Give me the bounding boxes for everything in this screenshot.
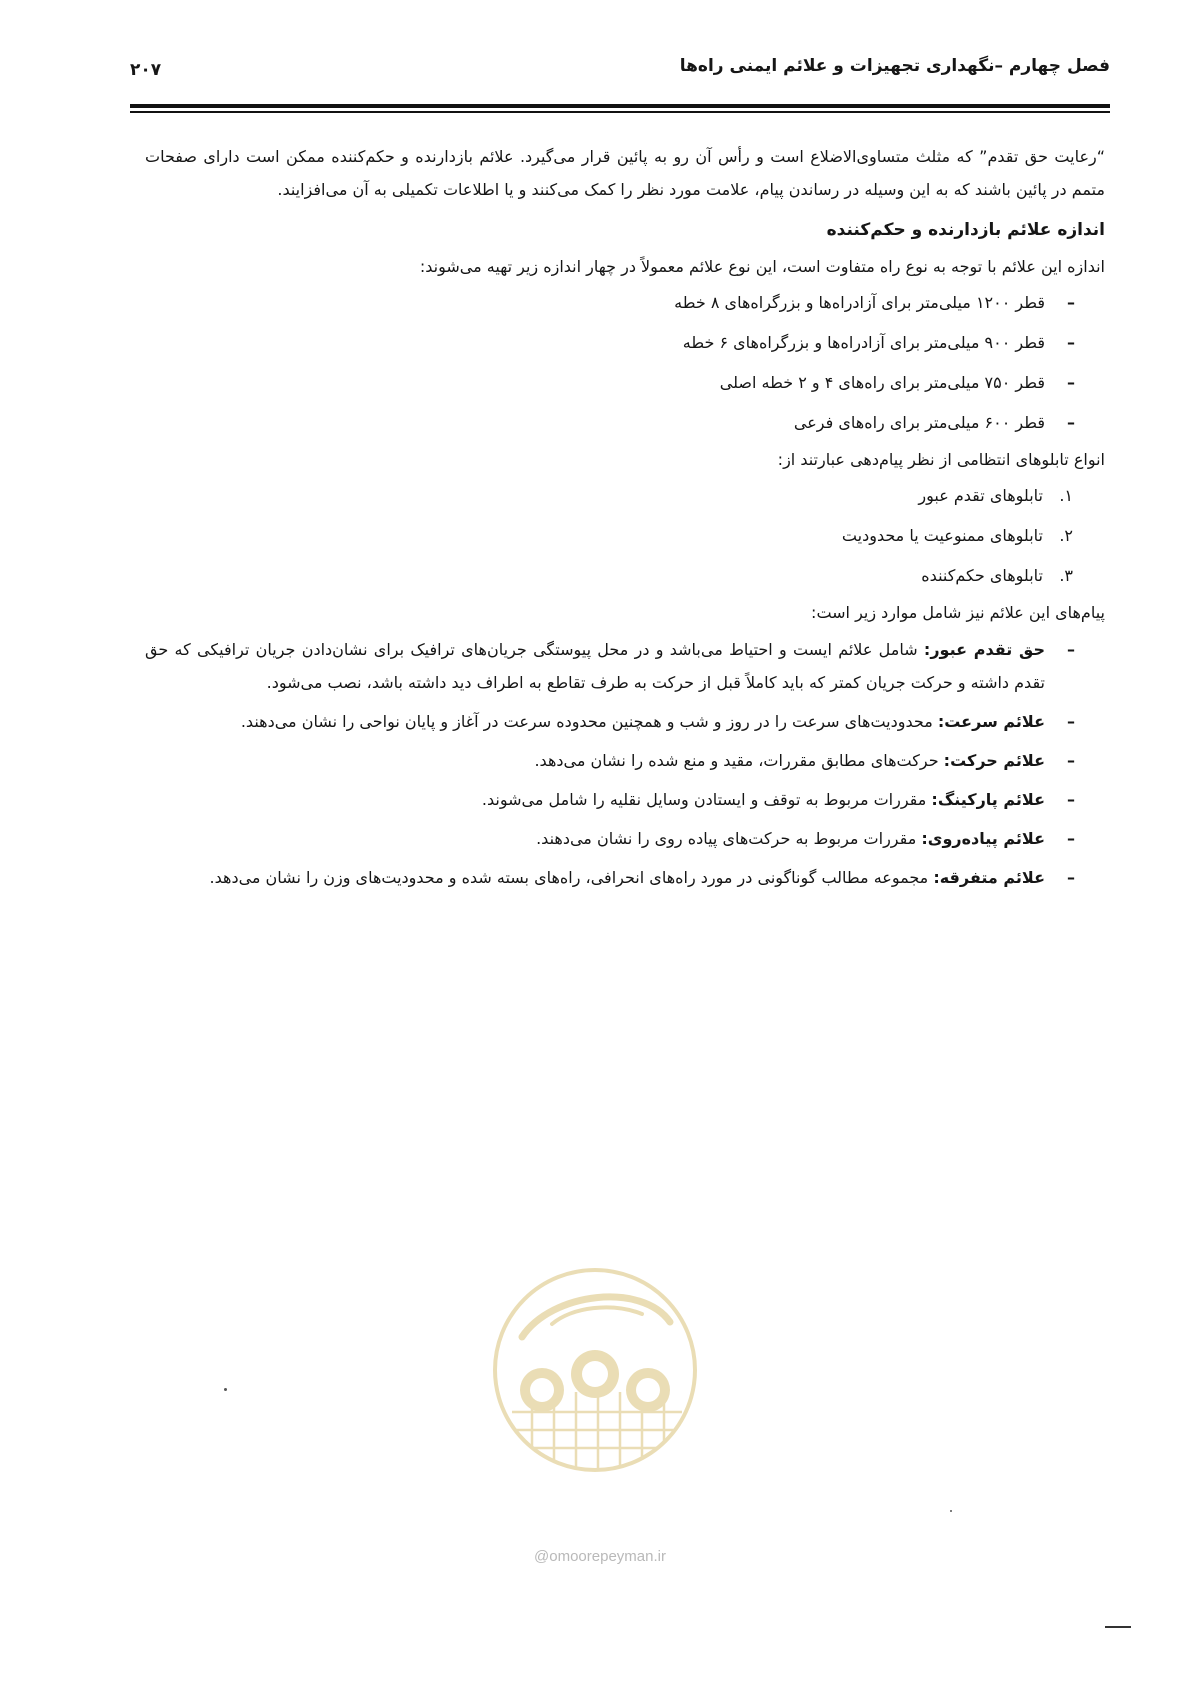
list-item-text: قطر ۶۰۰ میلی‌متر برای راه‌های فرعی bbox=[793, 413, 1045, 432]
list-item bbox=[145, 556, 1073, 596]
term-label: علائم پیاده‌روی: bbox=[921, 829, 1045, 848]
list-item-text: تابلوهای تقدم عبور bbox=[918, 486, 1043, 505]
page-number: ۲۰۷ bbox=[130, 60, 162, 80]
messages-list bbox=[145, 633, 1105, 894]
header-rule-thick bbox=[130, 104, 1110, 108]
list-item-text: قطر ۱۲۰۰ میلی‌متر برای آزادراه‌ها و بزرگراه‌های ۸ خطه bbox=[674, 293, 1045, 312]
list-item bbox=[145, 822, 1075, 855]
dash-marker: – bbox=[1067, 333, 1075, 352]
list-item bbox=[145, 516, 1073, 556]
term-description: شامل علائم ایست و احتیاط می‌باشد و در محل پیوستگی جریان‌های ترافیک برای نشان‌دادن جریان ترافیکی که حق تقدم داشته و حرکت جریان کمتر که باید کاملاً قبل از حرکت به طرف تقاطع به اطراف دید داشته باشد، نصب می‌شود. bbox=[145, 640, 1045, 692]
term-label: علائم پارکینگ: bbox=[931, 790, 1045, 809]
dash-marker: – bbox=[1067, 640, 1075, 659]
term-description: حرکت‌های مطابق مقررات، مقید و منع شده را نشان می‌دهد. bbox=[534, 751, 944, 770]
list-item bbox=[145, 363, 1075, 403]
list-item bbox=[145, 783, 1075, 816]
dash-marker: – bbox=[1067, 751, 1075, 770]
list-item bbox=[145, 323, 1075, 363]
list-item bbox=[145, 705, 1075, 738]
list-item bbox=[145, 283, 1075, 323]
term-label: علائم متفرقه: bbox=[933, 868, 1045, 887]
page-body bbox=[145, 140, 1105, 900]
list-item bbox=[145, 476, 1073, 516]
item-number: ۲. bbox=[1059, 526, 1073, 545]
list-item bbox=[145, 633, 1075, 699]
list-item-text: تابلوهای حکم‌کننده bbox=[921, 566, 1043, 585]
types-list bbox=[145, 476, 1105, 596]
sizes-list bbox=[145, 283, 1105, 443]
term-description: محدودیت‌های سرعت را در روز و شب و همچنین محدوده سرعت در آغاز و پایان نواحی را نشان می‌دهند. bbox=[240, 712, 938, 731]
term-description: مقررات مربوط به توقف و ایستادن وسایل نقلیه را شامل می‌شوند. bbox=[481, 790, 932, 809]
list-item-text: تابلوهای ممنوعیت یا محدودیت bbox=[841, 526, 1043, 545]
sizes-intro: اندازه این علائم با توجه به نوع راه متفاوت است، این نوع علائم معمولاً در چهار اندازه زیر تهیه می‌شوند: bbox=[419, 257, 1105, 276]
list-item bbox=[145, 861, 1075, 894]
dash-marker: – bbox=[1067, 293, 1075, 312]
dash-marker: – bbox=[1067, 829, 1075, 848]
dash-marker: – bbox=[1067, 413, 1075, 432]
dash-marker: – bbox=[1067, 868, 1075, 887]
term-description: مقررات مربوط به حرکت‌های پیاده روی را نشان می‌دهند. bbox=[536, 829, 922, 848]
scan-speck bbox=[950, 1510, 952, 1512]
messages-intro: پیام‌های این علائم نیز شامل موارد زیر است: bbox=[811, 603, 1105, 622]
omoorepeyman-logo-watermark bbox=[492, 1262, 698, 1478]
list-item-text: قطر ۷۵۰ میلی‌متر برای راه‌های ۴ و ۲ خطه اصلی bbox=[719, 373, 1045, 392]
header-rule-thin bbox=[130, 111, 1110, 113]
list-item-text: قطر ۹۰۰ میلی‌متر برای آزادراه‌ها و بزرگراه‌های ۶ خطه bbox=[682, 333, 1045, 352]
dash-marker: – bbox=[1067, 712, 1075, 731]
item-number: ۱. bbox=[1059, 486, 1073, 505]
term-description: مجموعه مطالب گوناگونی در مورد راه‌های انحرافی، راه‌های بسته شده و محدودیت‌های وزن را نشان می‌دهد. bbox=[209, 868, 934, 887]
chapter-title: فصل چهارم –نگهداری تجهیزات و علائم ایمنی راه‌ها bbox=[679, 56, 1110, 76]
term-label: حق تقدم عبور: bbox=[923, 640, 1046, 659]
dash-marker: – bbox=[1067, 790, 1075, 809]
list-item bbox=[145, 403, 1075, 443]
list-item bbox=[145, 744, 1075, 777]
scan-speck bbox=[224, 1388, 227, 1391]
scan-mark bbox=[1105, 1626, 1131, 1628]
dash-marker: – bbox=[1067, 373, 1075, 392]
types-intro: انواع تابلوهای انتظامی از نظر پیام‌دهی عبارتند از: bbox=[777, 450, 1105, 469]
watermark-url: @omoorepeyman.ir bbox=[534, 1548, 666, 1565]
term-label: علائم سرعت: bbox=[937, 712, 1045, 731]
intro-paragraph: “رعایت حق تقدم” که مثلث متساوی‌الاضلاع است و رأس آن رو به پائین قرار می‌گیرد. علائم بازدارنده و حکم‌کننده ممکن است دارای صفحات متمم در پائین باشند که به این وسیله در رساندن پیام، علامت مورد نظر را کمک می‌کنند و یا اطلاعات تکمیلی به آن می‌افزایند. bbox=[145, 147, 1105, 199]
item-number: ۳. bbox=[1059, 566, 1073, 585]
term-label: علائم حرکت: bbox=[943, 751, 1045, 770]
section-heading: اندازه علائم بازدارنده و حکم‌کننده bbox=[826, 220, 1105, 240]
page-header bbox=[130, 56, 1110, 96]
